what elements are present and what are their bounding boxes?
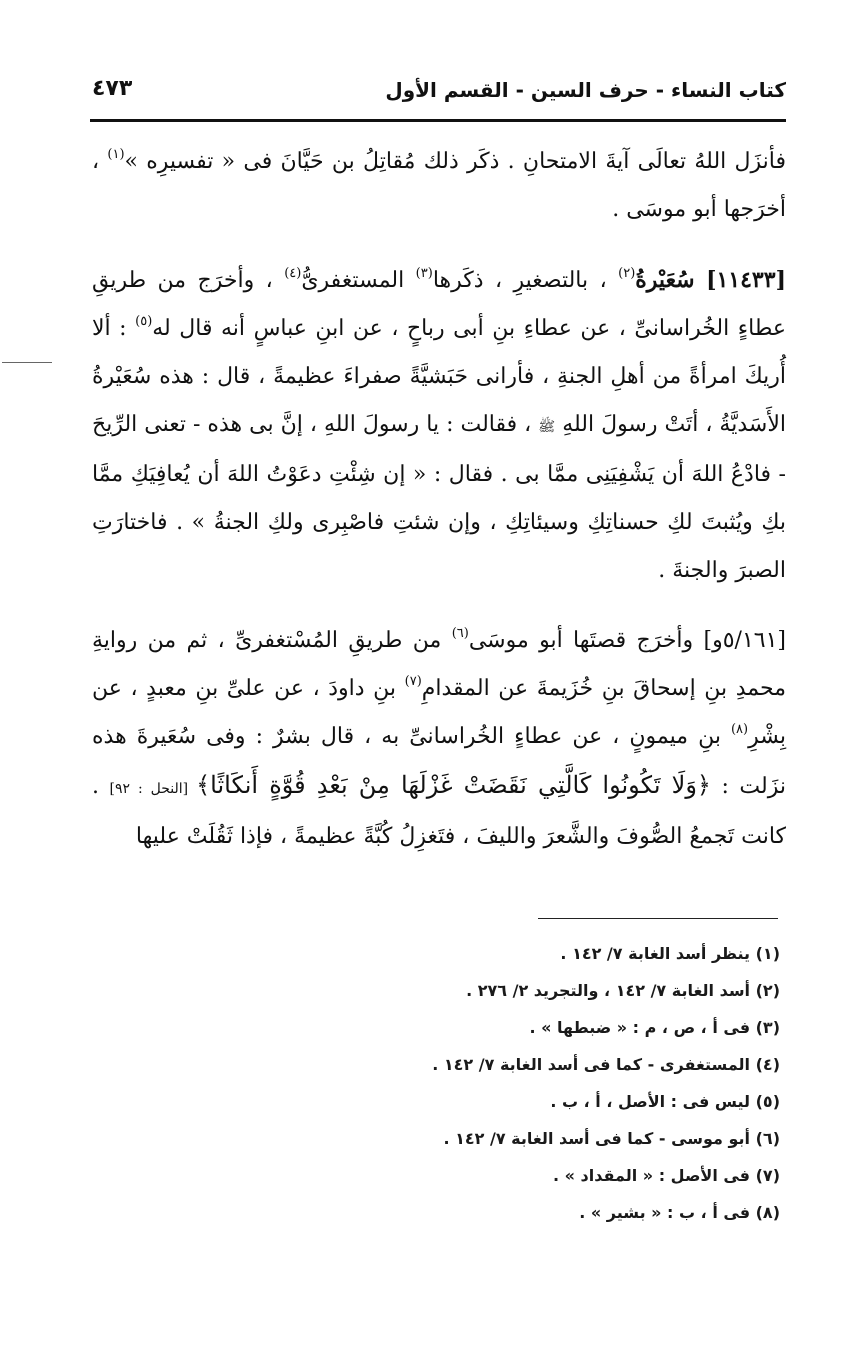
text-span: فأنزَل اللهُ تعالَى آيةَ الامتحانِ . ذكَر ذلك مُقاتِلُ بن حَيَّانَ فى « تفسيرِه » — [124, 149, 787, 174]
running-header — [92, 72, 786, 112]
text-span: بنِ ميمونٍ ، عن عطاءٍ الخُراسانىِّ به ، قال بشرٌ : وفى سُعَيرةَ هذه نزَلت : — [92, 724, 786, 799]
quran-reference: [النحل : ٩٢] — [109, 781, 197, 797]
manuscript-ref: [٥/١٦١و] — [703, 628, 787, 653]
text-span: من طريقِ المُسْتغفرىِّ ، ثم من روايةِ محمدِ بنِ إسحاقَ بنِ خُزَيمةَ عن المقدامِ — [92, 628, 786, 701]
main-text — [92, 138, 786, 861]
entry-number: ١١٤٣٣ — [716, 267, 776, 293]
quran-verse: ﴿وَلَا تَكُونُوا كَالَّتِي نَقَضَتْ غَزْلَهَا مِنْ بَعْدِ قُوَّةٍ أَنكَاثًا﴾ — [196, 771, 711, 799]
footnote-ref: (٥) — [135, 314, 153, 329]
text-span: . كانت تَجمعُ الصُّوفَ والشَّعرَ والليفَ ، فتَغزِلُ كُبَّةً عظيمةً ، فإذا ثَقُلَتْ عليها — [92, 774, 786, 849]
footnote-ref: (٧) — [404, 674, 422, 689]
text-span: ، فقالت : يا رسولَ اللهِ ، إنَّ بى هذه - تعنى الرِّيحَ - فادْعُ اللهَ أن يَشْفِيَنِى ممَّا بى . فقال : « إن شِئْتِ دعَوْتُ اللهَ أن يُعافِيَكِ ممَّا بكِ ويُثبتَ لكِ حسناتِكِ وسيئاتِكِ ، وإن شئتِ فاصْبِرى ولكِ الجنةُ » . فاختارَتِ الصبرَ والجنةَ . — [92, 412, 786, 583]
page-number: ٤٧٣ — [92, 76, 133, 101]
footnote: (٥) ليس فى : الأصل ، أ ، ب . — [550, 1092, 780, 1111]
footnote-ref: (٨) — [730, 722, 749, 737]
entry-paragraph — [92, 256, 786, 595]
honorific-glyph: ﷺ — [538, 419, 556, 435]
footnote-ref: (٦) — [451, 626, 469, 641]
footnote: (١) ينظر أسد الغابة ٧/ ١٤٢ . — [560, 944, 780, 963]
footnote: (٧) فى الأصل : « المقداد » . — [552, 1166, 780, 1185]
footnote-rule — [538, 918, 778, 919]
footnotes — [92, 935, 780, 1231]
footnote: (٣) فى أ ، ص ، م : « ضبطها » . — [529, 1018, 780, 1037]
entry-name: سُعَيْرةُ — [635, 267, 695, 293]
footnote: (٢) أسد الغابة ٧/ ١٤٢ ، والتجريد ٢/ ٢٧٦ . — [466, 981, 780, 1000]
entry-bracket-open: [ — [775, 267, 786, 293]
footnote: (٨) فى أ ، ب : « بشير » . — [579, 1203, 780, 1222]
footnote-ref: (١) — [107, 147, 125, 162]
footnote-ref: (٣) — [415, 266, 433, 281]
paragraph-1 — [92, 138, 786, 234]
text-span: ، أخرَجها أبو موسَى . — [92, 149, 786, 222]
margin-mark — [2, 362, 52, 363]
header-rule — [90, 119, 786, 122]
text-span: : ألا أُريكَ امرأةً من أهلِ الجنةِ ، فأرانى حَبَشيَّةً صفراءَ عظيمةً ، قال : هذه سُعَيْرةُ الأَسَديَّةُ ، أتَتْ رسولَ اللهِ — [92, 316, 786, 437]
paragraph-3 — [92, 617, 786, 861]
text-span: ، وأخرَج من طريقِ عطاءٍ الخُراسانىِّ ، عن عطاءِ بنِ أبى رباحٍ ، عن ابنِ عباسٍ أنه قال له — [92, 268, 786, 341]
text-span: المستغفرىُّ — [301, 268, 416, 293]
text-span: بنِ داودَ ، عن علىِّ بنِ معبدٍ ، عن بِشْرِ — [92, 676, 786, 749]
footnote-ref: (٢) — [618, 266, 636, 281]
footnote-ref: (٤) — [284, 266, 302, 281]
footnote: (٤) المستغفرى - كما فى أسد الغابة ٧/ ١٤٢ . — [432, 1055, 780, 1074]
text-span: وأخرَج قصتَها أبو موسَى — [468, 628, 704, 653]
entry-bracket-close: ] — [706, 267, 717, 293]
header-title: كتاب النساء - حرف السين - القسم الأول — [385, 78, 786, 102]
footnote: (٦) أبو موسى - كما فى أسد الغابة ٧/ ١٤٢ . — [443, 1129, 780, 1148]
text-span: ، بالتصغيرِ ، ذكَرها — [432, 268, 619, 293]
